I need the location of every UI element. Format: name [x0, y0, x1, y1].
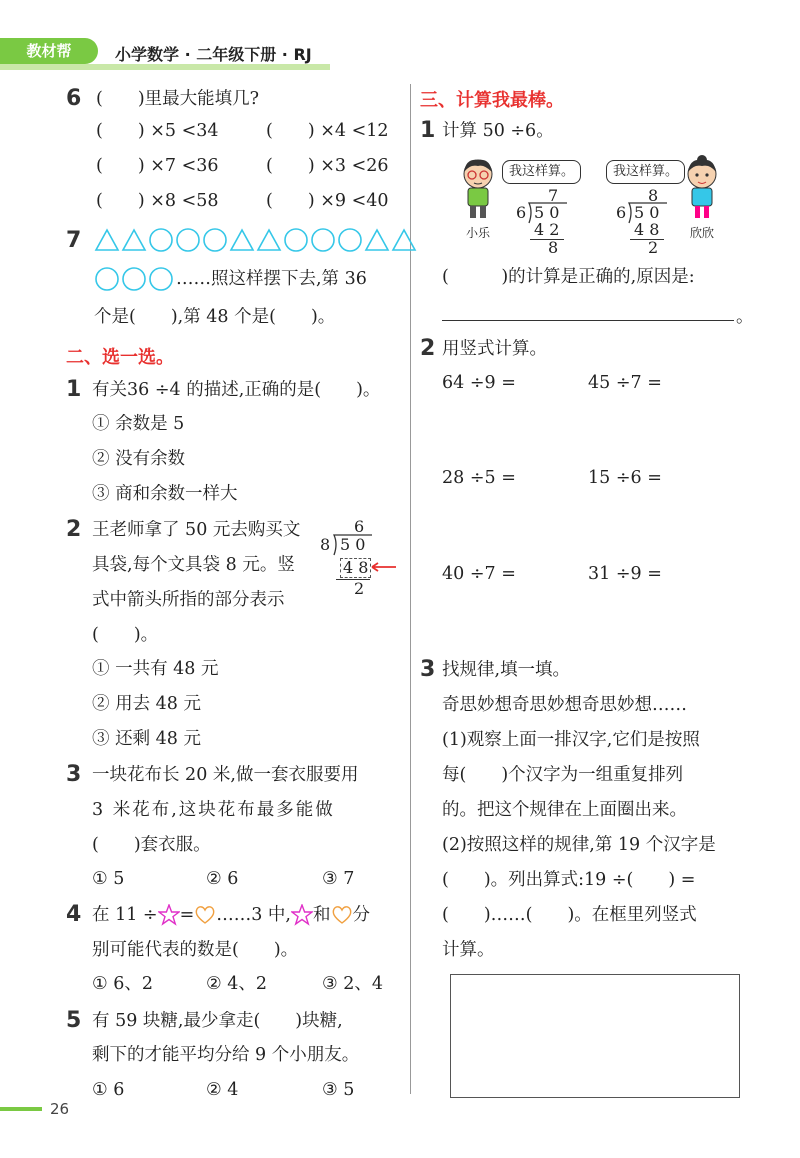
- divisor: 6: [516, 203, 527, 222]
- long-division: [318, 517, 398, 597]
- question-number: 6: [66, 86, 82, 111]
- s3q2-prompt: 用竖式计算。: [442, 339, 547, 359]
- option: ③ 商和余数一样大: [92, 484, 238, 504]
- s3q3-text: 计算。: [442, 940, 495, 960]
- option: ② 4: [206, 1080, 239, 1100]
- triangle-icon: [229, 227, 255, 253]
- page-number: 26: [50, 1100, 70, 1118]
- triangle-icon: [364, 227, 390, 253]
- calc-item: 15 ÷6 =: [588, 468, 662, 488]
- s2q2-text: 式中箭头所指的部分表示: [92, 590, 285, 610]
- student-name: 欣欣: [690, 226, 715, 240]
- question-number: 2: [66, 517, 82, 542]
- dividend: 5 0: [340, 535, 366, 554]
- q6-item: ( ) ×9 <40: [266, 191, 389, 211]
- circle-icon: [202, 227, 228, 253]
- remainder: 8: [548, 238, 559, 257]
- option: ③ 7: [322, 869, 355, 889]
- quotient: 6: [354, 517, 365, 536]
- speech-bubble: 我这样算。: [606, 160, 685, 184]
- option: ③ 5: [322, 1080, 355, 1100]
- option: ① 余数是 5: [92, 414, 185, 434]
- star-icon: [158, 904, 180, 926]
- work-box[interactable]: [450, 974, 740, 1098]
- boy-illustration-icon: [456, 158, 500, 220]
- s2q3-text: ( )套衣服。: [92, 835, 211, 855]
- triangle-icon: [391, 227, 417, 253]
- question-number: 3: [66, 762, 82, 787]
- section-title: 二、选一选。: [66, 347, 174, 368]
- period: 。: [736, 307, 754, 327]
- option: ② 6: [206, 869, 239, 889]
- question-number: 1: [420, 118, 436, 143]
- q6-item: ( ) ×3 <26: [266, 156, 389, 176]
- q7-text: 个是( ),第 48 个是( )。: [94, 307, 336, 327]
- question-number: 5: [66, 1008, 82, 1033]
- q6-item: ( ) ×4 <12: [266, 121, 389, 141]
- heart-icon: [331, 904, 353, 926]
- question-number: 7: [66, 228, 82, 253]
- s2q4-text: 别可能代表的数是( )。: [92, 940, 299, 960]
- calc-item: 40 ÷7 =: [442, 564, 516, 584]
- student-name: 小乐: [466, 226, 491, 240]
- red-arrow-icon: [368, 561, 398, 573]
- circle-icon: [94, 266, 120, 292]
- option: ① 一共有 48 元: [92, 659, 219, 679]
- s2q2-text: 王老师拿了 50 元去购买文: [92, 520, 301, 540]
- shape-sequence: [94, 266, 175, 292]
- question-number: 4: [66, 902, 82, 927]
- s2q2-text: ( )。: [92, 625, 159, 645]
- remainder: 2: [354, 579, 365, 598]
- option: ③ 2、4: [322, 974, 384, 994]
- calc-item: 31 ÷9 =: [588, 564, 662, 584]
- q6-item: ( ) ×5 <34: [96, 121, 219, 141]
- s3q3-text: (2)按照这样的规律,第 19 个汉字是: [442, 835, 716, 855]
- dividend: 5 0: [634, 203, 660, 222]
- q6-prompt: ( )里最大能填几?: [96, 89, 260, 109]
- circle-icon: [283, 227, 309, 253]
- dividend: 5 0: [534, 203, 560, 222]
- long-division: [512, 186, 582, 256]
- divisor: 6: [616, 203, 627, 222]
- circle-icon: [175, 227, 201, 253]
- shape-sequence: [94, 227, 418, 253]
- divisor: 8: [320, 535, 331, 554]
- answer-blank[interactable]: [442, 320, 734, 321]
- circle-icon: [310, 227, 336, 253]
- calc-item: 28 ÷5 =: [442, 468, 516, 488]
- triangle-icon: [94, 227, 120, 253]
- s2q4-text: 和: [313, 905, 331, 925]
- triangle-icon: [121, 227, 147, 253]
- speech-bubble: 我这样算。: [502, 160, 581, 184]
- circle-icon: [121, 266, 147, 292]
- option: ① 5: [92, 869, 125, 889]
- s3q3-text: 奇思妙想奇思妙想奇思妙想……: [442, 695, 687, 715]
- page-header-title: 小学数学 · 二年级下册 · RJ: [115, 45, 312, 64]
- product-highlight: 4 8: [340, 558, 371, 578]
- s2q3-text: 一块花布长 20 米,做一套衣服要用: [92, 765, 359, 785]
- long-division: [612, 186, 682, 256]
- calc-item: 64 ÷9 =: [442, 373, 516, 393]
- triangle-icon: [256, 227, 282, 253]
- s2q4-text: 分: [352, 905, 370, 925]
- question-number: 2: [420, 336, 436, 361]
- question-number: 1: [66, 377, 82, 402]
- division-line: [336, 579, 370, 580]
- division-line: [630, 239, 664, 240]
- s2q4-text: ……3 中,: [216, 905, 291, 925]
- question-number: 3: [420, 657, 436, 682]
- s2q4-text: 在 11 ÷: [92, 905, 158, 925]
- s3q3-text: ( )。列出算式:19 ÷( ) =: [442, 870, 696, 890]
- s2q4-line1: [92, 904, 370, 926]
- s2q5-text: 剩下的才能平均分给 9 个小朋友。: [92, 1045, 360, 1065]
- option: ② 没有余数: [92, 449, 186, 469]
- textbook-tab: 教材帮: [0, 38, 98, 64]
- heart-icon: [194, 904, 216, 926]
- quotient: 7: [548, 186, 559, 205]
- girl-illustration-icon: [680, 154, 724, 220]
- option: ① 6、2: [92, 974, 154, 994]
- s2q5-text: 有 59 块糖,最少拿走( )块糖,: [92, 1011, 343, 1031]
- s2q4-text: =: [179, 905, 195, 925]
- option: ③ 还剩 48 元: [92, 729, 201, 749]
- circle-icon: [148, 266, 174, 292]
- product: 4 8: [634, 220, 660, 239]
- footer-accent: [0, 1107, 42, 1111]
- section-title: 三、计算我最棒。: [420, 90, 564, 111]
- q6-item: ( ) ×7 <36: [96, 156, 219, 176]
- s2q1-prompt: 有关36 ÷4 的描述,正确的是( )。: [92, 380, 381, 400]
- option: ② 用去 48 元: [92, 694, 201, 714]
- s3q3-text: ( )……( )。在框里列竖式: [442, 905, 697, 925]
- option: ② 4、2: [206, 974, 268, 994]
- s2q2-text: 具袋,每个文具袋 8 元。竖: [92, 555, 295, 575]
- option: ① 6: [92, 1080, 125, 1100]
- star-icon: [291, 904, 313, 926]
- division-line: [530, 239, 564, 240]
- s2q3-text: 3 米花布,这块花布最多能做: [92, 800, 335, 820]
- s3q3-text: 每( )个汉字为一组重复排列: [442, 765, 684, 785]
- s3q1-prompt: 计算 50 ÷6。: [442, 121, 554, 141]
- circle-icon: [148, 227, 174, 253]
- s3q3-prompt: 找规律,填一填。: [442, 660, 571, 680]
- q7-text: ……照这样摆下去,第 36: [176, 269, 367, 289]
- calc-item: 45 ÷7 =: [588, 373, 662, 393]
- s3q1-answer-line: ( )的计算是正确的,原因是:: [442, 267, 695, 287]
- s3q3-text: 的。把这个规律在上面圈出来。: [442, 800, 687, 820]
- quotient: 8: [648, 186, 659, 205]
- s3q3-text: (1)观察上面一排汉字,它们是按照: [442, 730, 700, 750]
- product: 4 2: [534, 220, 560, 239]
- circle-icon: [337, 227, 363, 253]
- q6-item: ( ) ×8 <58: [96, 191, 219, 211]
- remainder: 2: [648, 238, 659, 257]
